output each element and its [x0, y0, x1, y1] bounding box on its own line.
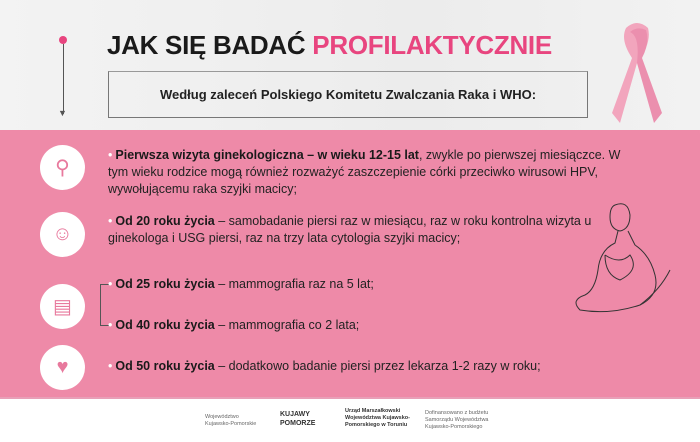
doctor-exam-icon: ♥	[40, 345, 85, 390]
arrow-down-icon: ▼	[58, 108, 67, 118]
recommendation-item: • Od 40 roku życia – mammografia co 2 lata;	[108, 318, 360, 332]
recommendation-item: • Od 20 roku życia – samobadanie piersi raz w miesiącu, raz w roku kontrolna wizyta u ginekologa i USG piersi, raz na trzy lata cytologia szyjki macicy;	[108, 214, 592, 245]
title-black: JAK SIĘ BADAĆ	[107, 30, 306, 60]
self-exam-icon: ☺	[40, 212, 85, 257]
page-title	[107, 30, 552, 61]
recommendation-item: • Od 50 roku życia – dodatkowo badanie piersi przez lekarza 1-2 razy w roku;	[108, 359, 541, 373]
woman-line-art-icon	[560, 195, 680, 325]
logo-kujawy-pomorze: KUJAWY POMORZE	[280, 411, 316, 427]
logo-dofinansowano: Dofinansowano z budżetu Samorządu Województwa Kujawsko-Pomorskiego	[425, 410, 489, 430]
mammography-icon: ▤	[40, 284, 85, 329]
recommendation-item: • Od 25 roku życia – mammografia raz na 5 lat;	[108, 277, 374, 291]
pink-ribbon-icon	[612, 18, 662, 128]
subtitle-box	[108, 71, 588, 118]
recommendation-item: • Pierwsza wizyta ginekologiczna – w wieku 12-15 lat, zwykle po pierwszej miesiączce. W tym wieku rodzice mogą również rozważyć zaszczepienie córki przeciwko wirusowi HPV, wywołującemu raka szyjki macicy;	[108, 148, 621, 196]
timeline-dot	[59, 36, 67, 44]
logo-wojewodztwo: Województwo Kujawsko-Pomorskie	[205, 414, 257, 427]
title-pink: PROFILAKTYCZNIE	[312, 30, 552, 60]
timeline-line	[63, 44, 64, 114]
subtitle: Według zaleceń Polskiego Komitetu Zwalczania Raka i WHO:	[159, 87, 537, 102]
uterus-icon: ⚲	[40, 145, 85, 190]
logo-urzad-marszalkowski: Urząd Marszałkowski Województwa Kujawsko-Pomorskiego w Toruniu	[345, 408, 410, 428]
